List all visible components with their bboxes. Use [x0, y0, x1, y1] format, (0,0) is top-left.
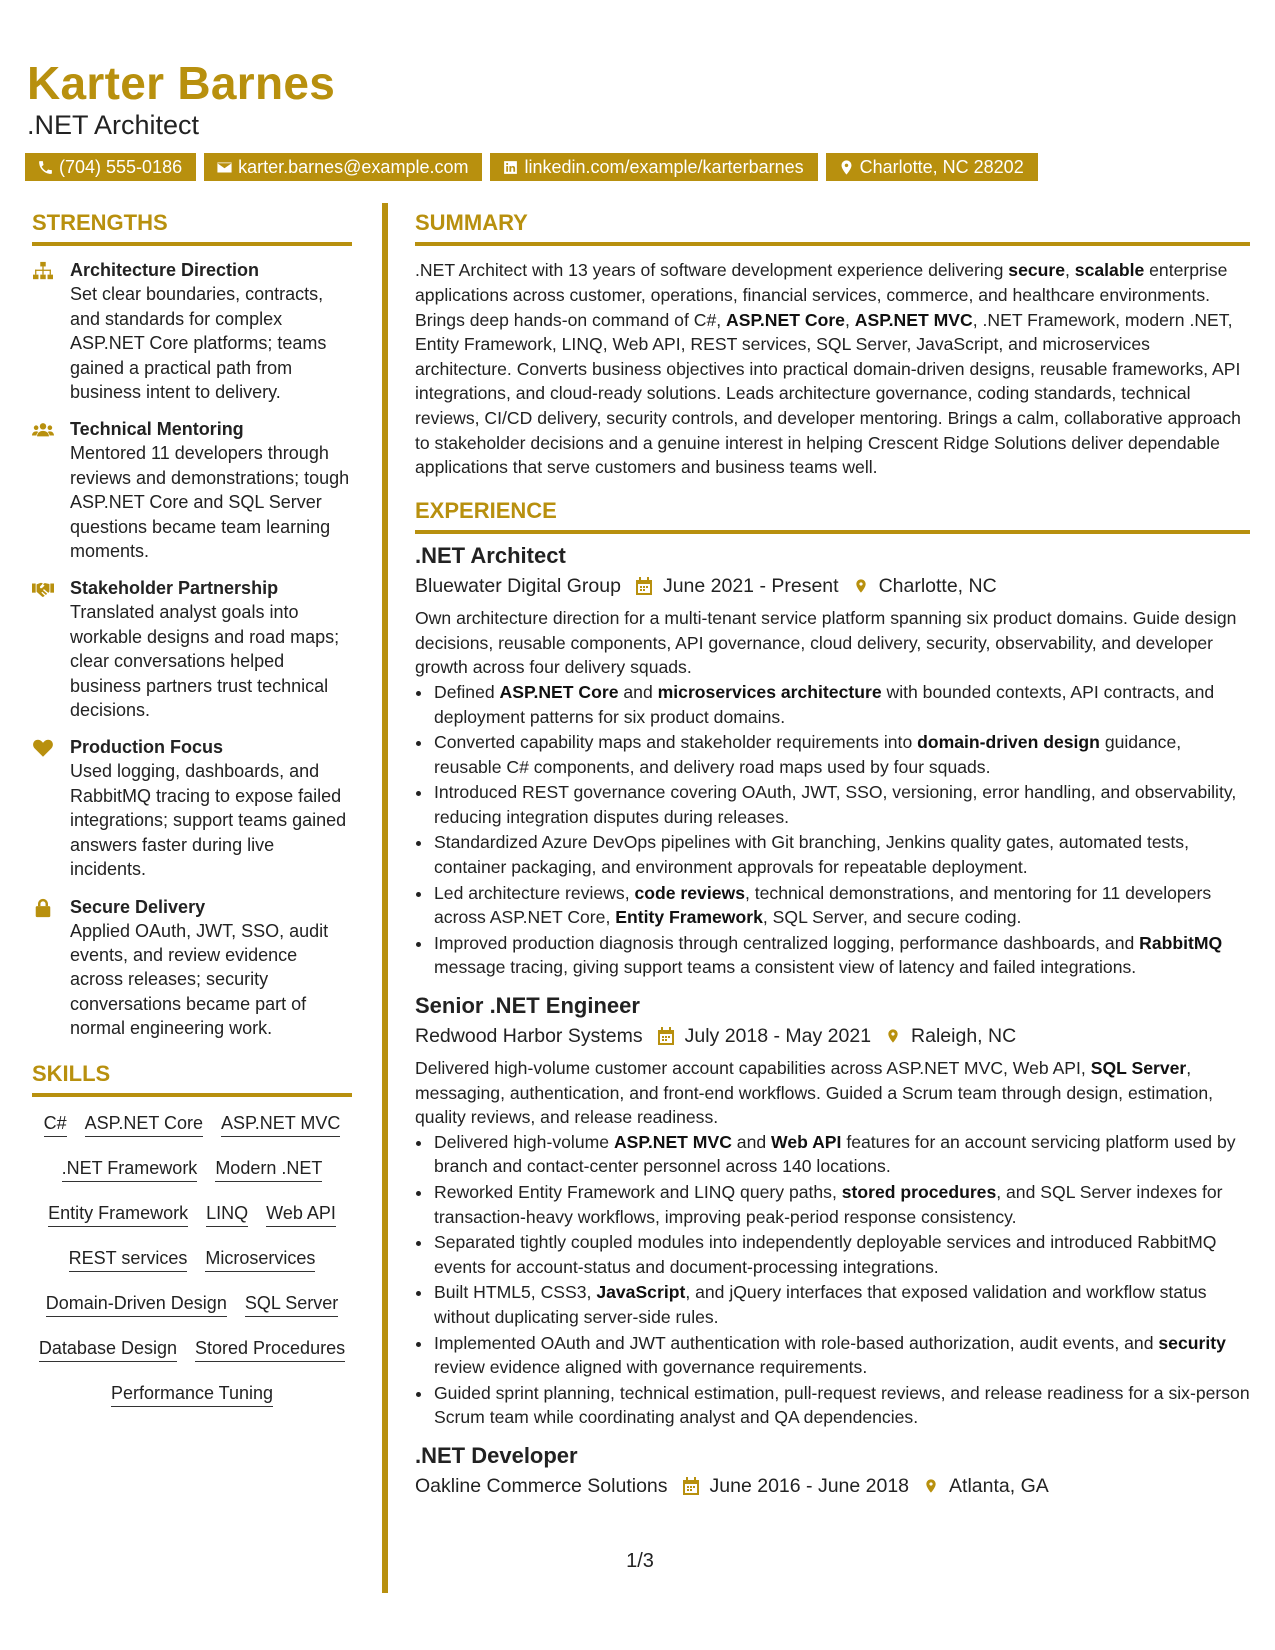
experience-heading: EXPERIENCE	[415, 498, 1250, 534]
job-entry	[415, 1442, 1250, 1500]
job-summary: Delivered high-volume customer account capabilities across ASP.NET MVC, Web API, SQL Server, messaging, authentication, and front-end workflows. Guided a Scrum team through design, estimation, quality reviews, and release readiness.	[415, 1058, 1214, 1128]
job-company: Oakline Commerce Solutions	[415, 1474, 668, 1497]
strength-title: Secure Delivery	[70, 896, 206, 917]
contact-bar	[25, 153, 1038, 181]
skill-tag: ASP.NET Core	[85, 1111, 203, 1137]
bullet-item: • Improved production diagnosis through centralized logging, performance dashboards, and RabbitMQ message tracing, giving support teams a consistent view of latency and failed integrations.	[433, 931, 1250, 980]
contact-phone[interactable]	[25, 153, 196, 181]
contact-linkedin-text: linkedin.com/example/karterbarnes	[524, 157, 804, 177]
skill-tag: ASP.NET MVC	[221, 1111, 340, 1137]
skill-tag: Microservices	[205, 1246, 315, 1272]
contact-email[interactable]	[204, 153, 482, 181]
job-title: .NET Developer	[415, 1442, 578, 1468]
bullet-item: • Introduced REST governance covering OAuth, JWT, SSO, versioning, error handling, and observability, reducing integration disputes during releases.	[433, 780, 1250, 829]
strength-desc: Applied OAuth, JWT, SSO, audit events, and review evidence across releases; security conversations became part of normal engineering work.	[70, 920, 329, 1039]
strength-title: Technical Mentoring	[70, 419, 244, 440]
summary-text: .NET Architect with 13 years of software development experience delivering secure, scalable enterprise applications across customer, operations, financial services, commerce, and healthcare environments. Brings deep hands-on command of C#, ASP.NET Core, ASP.NET MVC, .NET Framework, modern .NET, Entity Framework, LINQ, Web API, REST services, SQL Server, JavaScript, and microservices architecture. Converts business objectives into practical domain-driven designs, reusable frameworks, API integrations, and cloud-ready solutions. Leads architecture governance, coding standards, technical reviews, CI/CD delivery, security controls, and developer mentoring. Brings a calm, collaborative approach to stakeholder decisions and a genuine interest in helping Crescent Ridge Solutions deliver dependable applications that serve customers and business teams well.	[415, 260, 1241, 478]
skill-tag: Entity Framework	[48, 1201, 188, 1227]
skill-tag: Domain-Driven Design	[46, 1291, 227, 1317]
heart-icon	[32, 738, 54, 758]
bullet-item: • Converted capability maps and stakeholder requirements into domain-driven design guidance, reusable C# components, and delivery road maps used by four squads.	[433, 730, 1250, 779]
bullet-item: • Led architecture reviews, code reviews, technical demonstrations, and mentoring for 11 developers across ASP.NET Core, Entity Framework, SQL Server, and secure coding.	[433, 881, 1250, 930]
skill-tag: Performance Tuning	[111, 1381, 273, 1407]
contact-location[interactable]	[826, 153, 1038, 181]
strength-title: Architecture Direction	[70, 260, 260, 281]
strength-item	[32, 895, 352, 1041]
strength-title: Production Focus	[70, 737, 223, 758]
map-pin-icon	[838, 159, 855, 176]
candidate-role: .NET Architect	[27, 110, 200, 140]
calendar-icon	[657, 1026, 675, 1046]
strength-desc: Used logging, dashboards, and RabbitMQ tracing to expose failed integrations; support teams gained answers faster during live incidents.	[70, 761, 347, 880]
bullet-item: • Delivered high-volume ASP.NET MVC and Web API features for an account servicing platform used by branch and contact-center personnel across 140 locations.	[433, 1130, 1250, 1179]
bullet-item: • Guided sprint planning, technical estimation, pull-request reviews, and release readiness for a six-person Scrum team while coordinating analyst and QA dependencies.	[433, 1381, 1250, 1430]
users-icon	[32, 420, 54, 440]
strengths-heading: STRENGTHS	[32, 210, 352, 246]
contact-email-text: karter.barnes@example.com	[238, 157, 469, 177]
strength-desc: Mentored 11 developers through reviews and demonstrations; tough ASP.NET Core and SQL Server questions became team learning moments.	[70, 443, 350, 562]
job-company: Redwood Harbor Systems	[415, 1025, 643, 1048]
bullet-item: • Implemented OAuth and JWT authentication with role-based authorization, audit events, and security review evidence aligned with governance requirements.	[433, 1331, 1250, 1380]
strength-desc: Set clear boundaries, contracts, and standards for complex ASP.NET Core platforms; teams gained a practical path from business intent to delivery.	[70, 284, 327, 403]
bullet-item: • Defined ASP.NET Core and microservices architecture with bounded contexts, API contracts, and deployment patterns for six product domains.	[433, 680, 1250, 729]
job-title: .NET Architect	[415, 543, 566, 569]
calendar-icon	[635, 576, 653, 596]
strength-item	[32, 417, 352, 563]
left-column	[32, 210, 352, 1407]
job-entry	[415, 542, 1250, 980]
strength-item	[32, 735, 352, 881]
map-pin-icon	[923, 1476, 939, 1496]
skills-heading: SKILLS	[32, 1061, 352, 1097]
calendar-icon	[682, 1476, 700, 1496]
skill-tag: LINQ	[206, 1201, 248, 1227]
job-bullets	[415, 1130, 1250, 1430]
column-divider	[382, 203, 388, 1593]
map-pin-icon	[853, 576, 869, 596]
job-bullets	[415, 680, 1250, 980]
job-company: Bluewater Digital Group	[415, 575, 621, 598]
skill-tag: Stored Procedures	[195, 1336, 345, 1362]
page-number: 1/3	[626, 1550, 654, 1572]
skill-tag: C#	[44, 1111, 67, 1137]
strength-title: Stakeholder Partnership	[70, 578, 279, 599]
strength-desc: Translated analyst goals into workable designs and road maps; clear conversations helped business partners trust technical decisions.	[70, 602, 340, 721]
job-title: Senior .NET Engineer	[415, 993, 640, 1019]
linkedin-icon	[502, 159, 519, 176]
summary-heading: SUMMARY	[415, 210, 1250, 246]
job-meta	[415, 572, 1250, 600]
skill-tag: REST services	[69, 1246, 188, 1272]
job-entry	[415, 992, 1250, 1430]
candidate-name: Karter Barnes	[27, 57, 336, 109]
skill-tag: Web API	[266, 1201, 336, 1227]
skill-tag: Modern .NET	[215, 1156, 322, 1182]
contact-location-text: Charlotte, NC 28202	[859, 157, 1024, 177]
job-meta	[415, 1022, 1250, 1050]
right-column	[415, 210, 1250, 1506]
job-dates: June 2021 - Present	[662, 575, 839, 598]
lock-icon	[32, 898, 54, 918]
strength-item	[32, 258, 352, 404]
job-location: Raleigh, NC	[911, 1025, 1017, 1048]
skills-list	[32, 1111, 352, 1407]
job-dates: June 2016 - June 2018	[709, 1474, 910, 1497]
skill-tag: .NET Framework	[62, 1156, 198, 1182]
contact-linkedin[interactable]	[490, 153, 817, 181]
map-pin-icon	[885, 1026, 901, 1046]
skill-tag: Database Design	[39, 1336, 177, 1362]
job-summary: Own architecture direction for a multi-tenant service platform spanning six product domains. Guide design decisions, reusable components, API governance, cloud delivery, security, observability, and developer growth across four delivery squads.	[415, 608, 1237, 678]
sitemap-icon	[32, 261, 54, 281]
job-location: Charlotte, NC	[878, 575, 997, 598]
bullet-item: • Separated tightly coupled modules into independently deployable services and introduced RabbitMQ events for account-status and document-processing integrations.	[433, 1230, 1250, 1279]
bullet-item: • Built HTML5, CSS3, JavaScript, and jQuery interfaces that exposed validation and workflow status without duplicating server-side rules.	[433, 1280, 1250, 1329]
bullet-item: • Reworked Entity Framework and LINQ query paths, stored procedures, and SQL Server indexes for transaction-heavy workflows, improving peak-period response consistency.	[433, 1180, 1250, 1229]
job-location: Atlanta, GA	[949, 1474, 1049, 1497]
job-dates: July 2018 - May 2021	[684, 1025, 872, 1048]
handshake-icon	[32, 579, 54, 599]
strength-item	[32, 576, 352, 722]
skill-tag: SQL Server	[245, 1291, 338, 1317]
phone-icon	[37, 159, 54, 176]
job-meta	[415, 1472, 1250, 1500]
bullet-item: • Standardized Azure DevOps pipelines with Git branching, Jenkins quality gates, automated tests, container packaging, and environment approvals for repeatable deployment.	[433, 830, 1250, 879]
contact-phone-text: (704) 555-0186	[59, 157, 183, 177]
envelope-icon	[216, 159, 233, 176]
